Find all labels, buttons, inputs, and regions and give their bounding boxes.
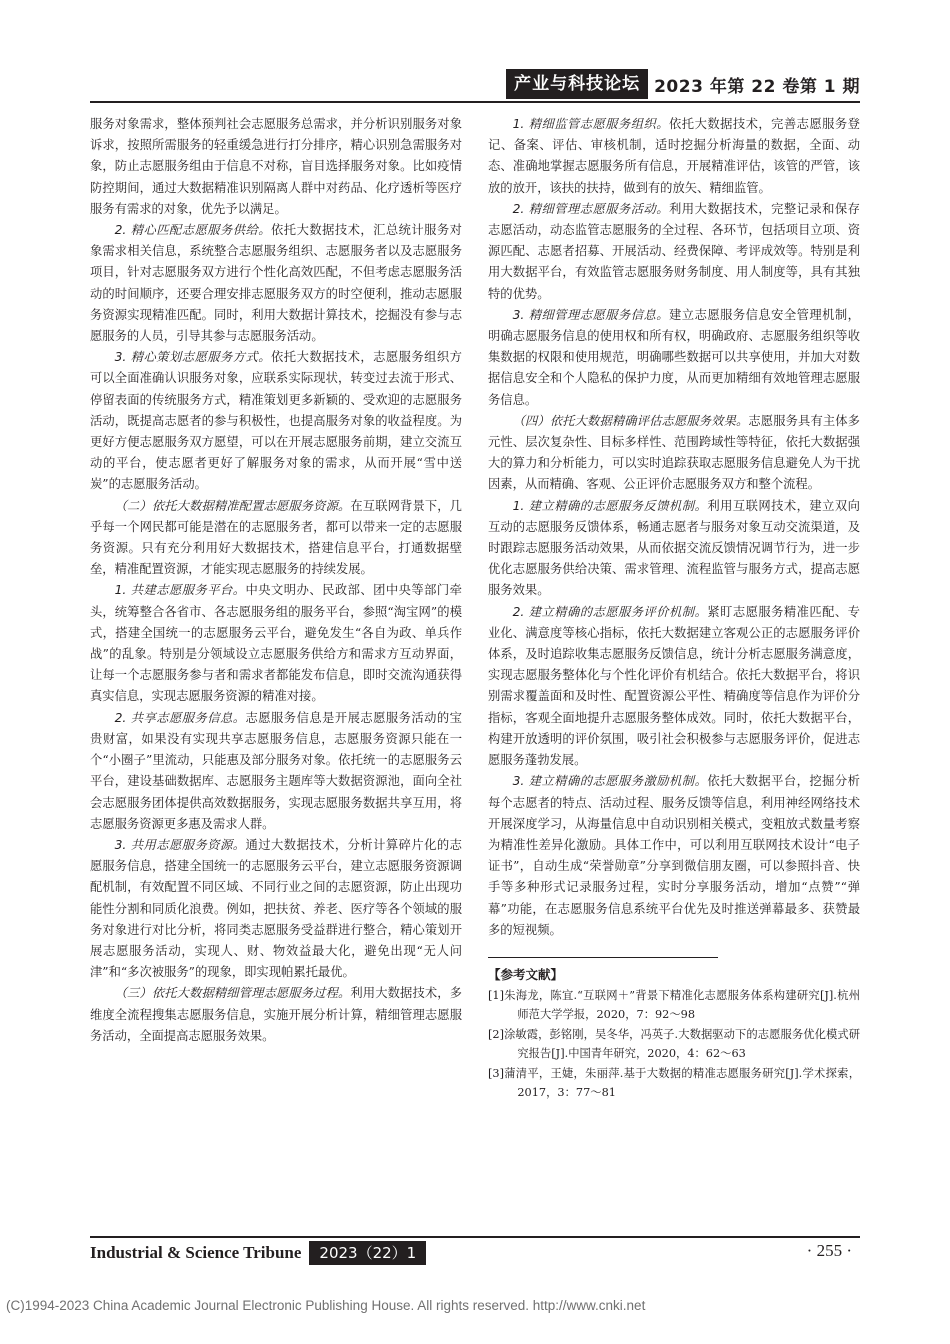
paragraph-heading: 1. 共建志愿服务平台。 bbox=[114, 583, 246, 598]
running-footer bbox=[90, 1241, 426, 1265]
issue-badge: 2023（22）1 bbox=[309, 1241, 426, 1265]
paragraph-heading: 3. 共用志愿服务资源。 bbox=[114, 837, 246, 852]
section-heading: （二）依托大数据精准配置志愿服务资源。 bbox=[114, 498, 351, 513]
paragraph-heading: 2. 精细管理志愿服务活动。 bbox=[512, 201, 670, 216]
paragraph-heading: 2. 建立精确的志愿服务评价机制。 bbox=[512, 604, 708, 619]
reference-item: [3]蒲清平，王婕，朱丽萍.基于大数据的精准志愿服务研究[J].学术探索，2017，3：77～81 bbox=[488, 1066, 860, 1100]
paragraph: 3. 建立精确的志愿服务激励机制。依托大数据平台，挖掘分析每个志愿者的特点、活动过程、服务反馈等信息，利用神经网络技术开展深度学习，从海量信息中自动识别相关模式，变粗放式数量考察为精准性差异化激励。具体工作中，可以利用互联网技术设计“电子证书”，自动生成“荣誉勋章”分享到微信朋友圈，可以参照抖音、快手等多种形式记录服务过程，实时分享服务活动，增加“点赞”“弹幕”功能，在志愿服务信息系统平台优先及时推送弹幕最多、获赞最多的短视频。 bbox=[488, 774, 860, 937]
paragraph: 2. 共享志愿服务信息。志愿服务信息是开展志愿服务活动的宝贵财富，如果没有实现共享志愿服务信息，志愿服务资源只能在一个“小圈子”里流动，只能惠及部分服务对象。依托统一的志愿服务云平台，建设基础数据库、志愿服务主题库等大数据资源池，面向全社会志愿服务团体提供高效数据服务，实现志愿服务数据共享互用，将志愿服务资源更多惠及需求人群。 bbox=[90, 710, 462, 831]
header-rule bbox=[90, 101, 860, 103]
left-column bbox=[90, 114, 462, 1047]
paragraph: （二）依托大数据精准配置志愿服务资源。在互联网背景下，几乎每一个网民都可能是潜在的志愿服务者，都可以带来一定的志愿服务资源。只有充分利用好大数据技术，搭建信息平台，打通数据壁垒，精准配置资源，才能实现志愿服务的持续发展。 bbox=[90, 498, 462, 577]
references-rule bbox=[488, 957, 718, 958]
paragraph: 1. 建立精确的志愿服务反馈机制。利用互联网技术，建立双向互动的志愿服务反馈体系，畅通志愿者与服务对象互动交流渠道，及时跟踪志愿服务活动效果，从而依据交流反馈情况调节行为，进一步优化志愿服务供给决策、需求管理、流程监管与服务方式，提高志愿服务效果。 bbox=[488, 498, 860, 598]
paragraph: 3. 精细管理志愿服务信息。建立志愿服务信息安全管理机制，明确志愿服务信息的使用权和所有权，明确政府、志愿服务组织等收集数据的权限和使用规范，明确哪些数据可以共享使用，并加大对数据信息安全和个人隐私的保护力度，从而更加精细有效地管理志愿服务信息。 bbox=[488, 307, 860, 407]
right-column bbox=[488, 114, 860, 1103]
journal-name: 产业与科技论坛 bbox=[506, 69, 648, 99]
reference-item: [1]朱海龙，陈宜.“互联网＋”背景下精准化志愿服务体系构建研究[J].杭州师范大学学报，2020，7：92～98 bbox=[488, 988, 860, 1022]
paragraph: 1. 精细监管志愿服务组织。依托大数据技术，完善志愿服务登记、备案、评估、审核机制，适时挖掘分析海量的数据，全面、动态、准确地掌握志愿服务所有信息，开展精准评估，该管的严管，该放的放开，该扶的扶持，做到有的放矢、精细监管。 bbox=[488, 117, 860, 195]
paragraph-heading: 1. 精细监管志愿服务组织。 bbox=[512, 117, 670, 131]
running-header bbox=[506, 68, 860, 100]
references-title: 【参考文献】 bbox=[488, 966, 564, 982]
paragraph: 2. 精细管理志愿服务活动。利用大数据技术，完整记录和保存志愿活动，动态监管志愿服务的全过程、各环节，包括项目立项、资源匹配、志愿者招募、开展活动、经费保障、考评成效等。特别是利用大数据平台，有效监管志愿服务财务制度、用人制度等，具有其独特的优势。 bbox=[488, 201, 860, 301]
paragraph: （四）依托大数据精确评估志愿服务效果。志愿服务具有主体多元性、层次复杂性、目标多样性、范围跨域性等特征，依托大数据强大的算力和分析能力，可以实时追踪获取志愿服务信息避免人为干扰因素，从而精确、客观、公正评价志愿服务双方和整个流程。 bbox=[488, 413, 860, 492]
paragraph: 3. 共用志愿服务资源。通过大数据技术，分析计算碎片化的志愿服务信息，搭建全国统一的志愿服务云平台，建立志愿服务资源调配机制，有效配置不同区域、不同行业之间的志愿资源，防止出现功能性分割和同质化浪费。例如，把扶贫、养老、医疗等各个领域的服务对象进行对比分析，将同类志愿服务受益群进行整合，精心策划开展志愿服务活动，实现人、财、物效益最大化，避免出现“无人问津”和“多次被服务”的现象，即实现帕累托最优。 bbox=[90, 837, 462, 980]
paragraph-heading: 3. 建立精确的志愿服务激励机制。 bbox=[512, 774, 708, 789]
issue-info: 2023 年第 22 卷第 1 期 bbox=[654, 76, 860, 97]
reference-item: [2]涂敏霞，彭铭刚，吴冬华，冯英子.大数据驱动下的志愿服务优化模式研究报告[J].中国青年研究，2020，4：62～63 bbox=[488, 1027, 860, 1061]
section-heading: （三）依托大数据精细管理志愿服务过程。 bbox=[114, 986, 351, 1001]
copyright-notice: (C)1994-2023 China Academic Journal Electronic Publishing House. All rights reserved. http://www.cnki.net bbox=[6, 1298, 646, 1313]
paragraph: 2. 精心匹配志愿服务供给。依托大数据技术，汇总统计服务对象需求相关信息，系统整合志愿服务组织、志愿服务者以及志愿服务项目，针对志愿服务双方进行个性化高效匹配，不但考虑志愿服务活动的时间顺序，还要合理安排志愿服务双方的时空便利，推动志愿服务资源实现精准匹配。同时，利用大数据计算技术，挖掘没有参与志愿服务的人员，引导其参与志愿服务活动。 bbox=[90, 223, 462, 344]
paragraph-heading: 3. 精细管理志愿服务信息。 bbox=[512, 307, 670, 322]
section-heading: （四）依托大数据精确评估志愿服务效果。 bbox=[512, 413, 749, 428]
footer-rule bbox=[90, 1236, 860, 1238]
paragraph: （三）依托大数据精细管理志愿服务过程。利用大数据技术，多维度全流程搜集志愿服务信息，实施开展分析计算，精细管理志愿服务活动，全面提高志愿服务效果。 bbox=[90, 986, 462, 1043]
paragraph: 服务对象需求，整体预判社会志愿服务总需求，并分析识别服务对象诉求，按照所需服务的轻重缓急进行打分排序，精心识别急需服务对象，防止志愿服务组由于信息不对称，盲目选择服务对象。比如疫情防控期间，通过大数据精准识别隔离人群中对药品、化疗透析等医疗服务有需求的对象，优先予以满足。 bbox=[90, 117, 462, 216]
paragraph: 2. 建立精确的志愿服务评价机制。紧盯志愿服务精准匹配、专业化、满意度等核心指标，依托大数据建立客观公正的志愿服务评价体系，及时追踪收集志愿服务反馈信息，统计分析志愿服务满意度，实现志愿服务整体化与个性化评价有机结合。依托大数据平台，将识别需求覆盖面和及时性、配置资源公平性、精确度等信息作为评价分指标，客观全面地提升志愿服务整体成效。同时，依托大数据平台，构建开放透明的评价氛围，吸引社会积极参与志愿服务评价，促进志愿服务蓬勃发展。 bbox=[488, 604, 860, 768]
paragraph-heading: 3. 精心策划志愿服务方式。 bbox=[114, 350, 272, 365]
paragraph-heading: 2. 精心匹配志愿服务供给。 bbox=[114, 223, 272, 238]
page-number: · 255 · bbox=[806, 1241, 852, 1260]
paragraph-heading: 2. 共享志愿服务信息。 bbox=[114, 710, 246, 725]
paragraph-heading: 1. 建立精确的志愿服务反馈机制。 bbox=[512, 498, 708, 513]
paragraph: 1. 共建志愿服务平台。中央文明办、民政部、团中央等部门牵头，统筹整合各省市、各志愿服务组的服务平台，参照“淘宝网”的模式，搭建全国统一的志愿服务云平台，避免发生“各自为政、单兵作战”的乱象。特别是分领域设立志愿服务供给方和需求方互动界面，让每一个志愿服务参与者和需求者都能发布信息，即时交流沟通获得真实信息，实现志愿服务资源的精准对接。 bbox=[90, 583, 462, 704]
paragraph: 3. 精心策划志愿服务方式。依托大数据技术，志愿服务组织方可以全面准确认识服务对象，应联系实际现状，转变过去流于形式、停留表面的传统服务方式，精准策划更多新颖的、受欢迎的志愿服务活动，既提高志愿者的参与积极性，也提高服务对象的收益程度。为更好方便志愿服务双方愿望，可以在开展志愿服务前期，建立交流互动的平台，使志愿者更好了解服务对象的需求，从而开展“雪中送炭”的志愿服务活动。 bbox=[90, 350, 462, 492]
journal-name-english: Industrial & Science Tribune bbox=[90, 1243, 302, 1262]
